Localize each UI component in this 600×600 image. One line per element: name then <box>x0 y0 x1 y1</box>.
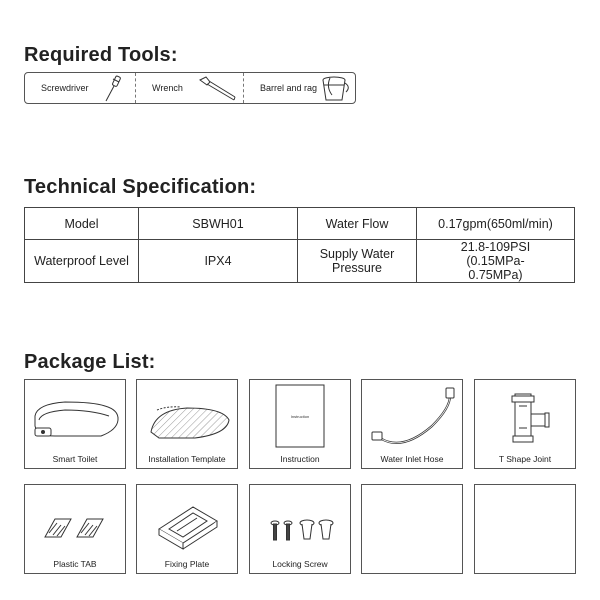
instruction-booklet-icon <box>250 380 350 452</box>
screwdriver-icon <box>97 74 127 104</box>
fixing-plate-icon <box>137 485 237 557</box>
package-item-label: Locking Screw <box>272 559 328 569</box>
required-tools-bar <box>24 72 356 104</box>
package-item-t-shape-joint <box>474 379 576 469</box>
table-row <box>25 208 575 240</box>
package-item-label: Fixing Plate <box>164 559 210 569</box>
package-item-water-inlet-hose <box>361 379 463 469</box>
wrench-icon <box>194 74 238 104</box>
locking-screw-icon <box>250 485 350 557</box>
plastic-tab-icon <box>25 485 125 557</box>
package-item-label: T Shape Joint <box>498 454 552 464</box>
package-item-empty <box>474 484 576 574</box>
tool-screwdriver <box>25 73 135 103</box>
tool-wrench <box>135 73 243 103</box>
package-item-instruction <box>249 379 351 469</box>
spec-label-water-flow: Water Flow <box>298 208 417 240</box>
booklet-cover-text: Instruction <box>290 414 310 419</box>
package-item-locking-screw <box>249 484 351 574</box>
spec-label-supply-pressure: Supply Water Pressure <box>298 240 417 283</box>
package-item-smart-toilet <box>24 379 126 469</box>
spec-value-waterproof-level: IPX4 <box>139 240 298 283</box>
spec-value-model: SBWH01 <box>139 208 298 240</box>
water-inlet-hose-icon <box>362 380 462 452</box>
tool-label: Wrench <box>152 83 183 93</box>
package-item-installation-template <box>136 379 238 469</box>
tool-label: Barrel and rag <box>260 83 318 93</box>
installation-template-icon <box>137 380 237 450</box>
package-section-title: Package List: <box>24 351 156 373</box>
spec-section-title: Technical Specification: <box>24 176 257 198</box>
package-item-empty <box>361 484 463 574</box>
tools-section-title: Required Tools: <box>24 44 178 66</box>
barrel-icon <box>318 73 352 103</box>
package-item-label: Plastic TAB <box>53 559 97 569</box>
spec-table <box>24 207 575 283</box>
t-shape-joint-icon <box>475 380 575 452</box>
package-item-label: Installation Template <box>148 454 226 464</box>
tool-label: Screwdriver <box>41 83 89 93</box>
spec-value-water-flow: 0.17gpm(650ml/min) <box>417 208 575 240</box>
smart-toilet-icon <box>25 380 125 450</box>
package-item-label: Smart Toilet <box>52 454 98 464</box>
package-item-label: Instruction <box>280 454 320 464</box>
table-row <box>25 240 575 283</box>
package-item-label: Water Inlet Hose <box>380 454 444 464</box>
package-item-plastic-tab <box>24 484 126 574</box>
spec-label-model: Model <box>25 208 139 240</box>
spec-value-supply-pressure: 21.8-109PSI (0.15MPa-0.75MPa) <box>417 240 575 283</box>
spec-label-waterproof-level: Waterproof Level <box>25 240 139 283</box>
package-item-fixing-plate <box>136 484 238 574</box>
tool-barrel-and-rag <box>243 73 355 103</box>
